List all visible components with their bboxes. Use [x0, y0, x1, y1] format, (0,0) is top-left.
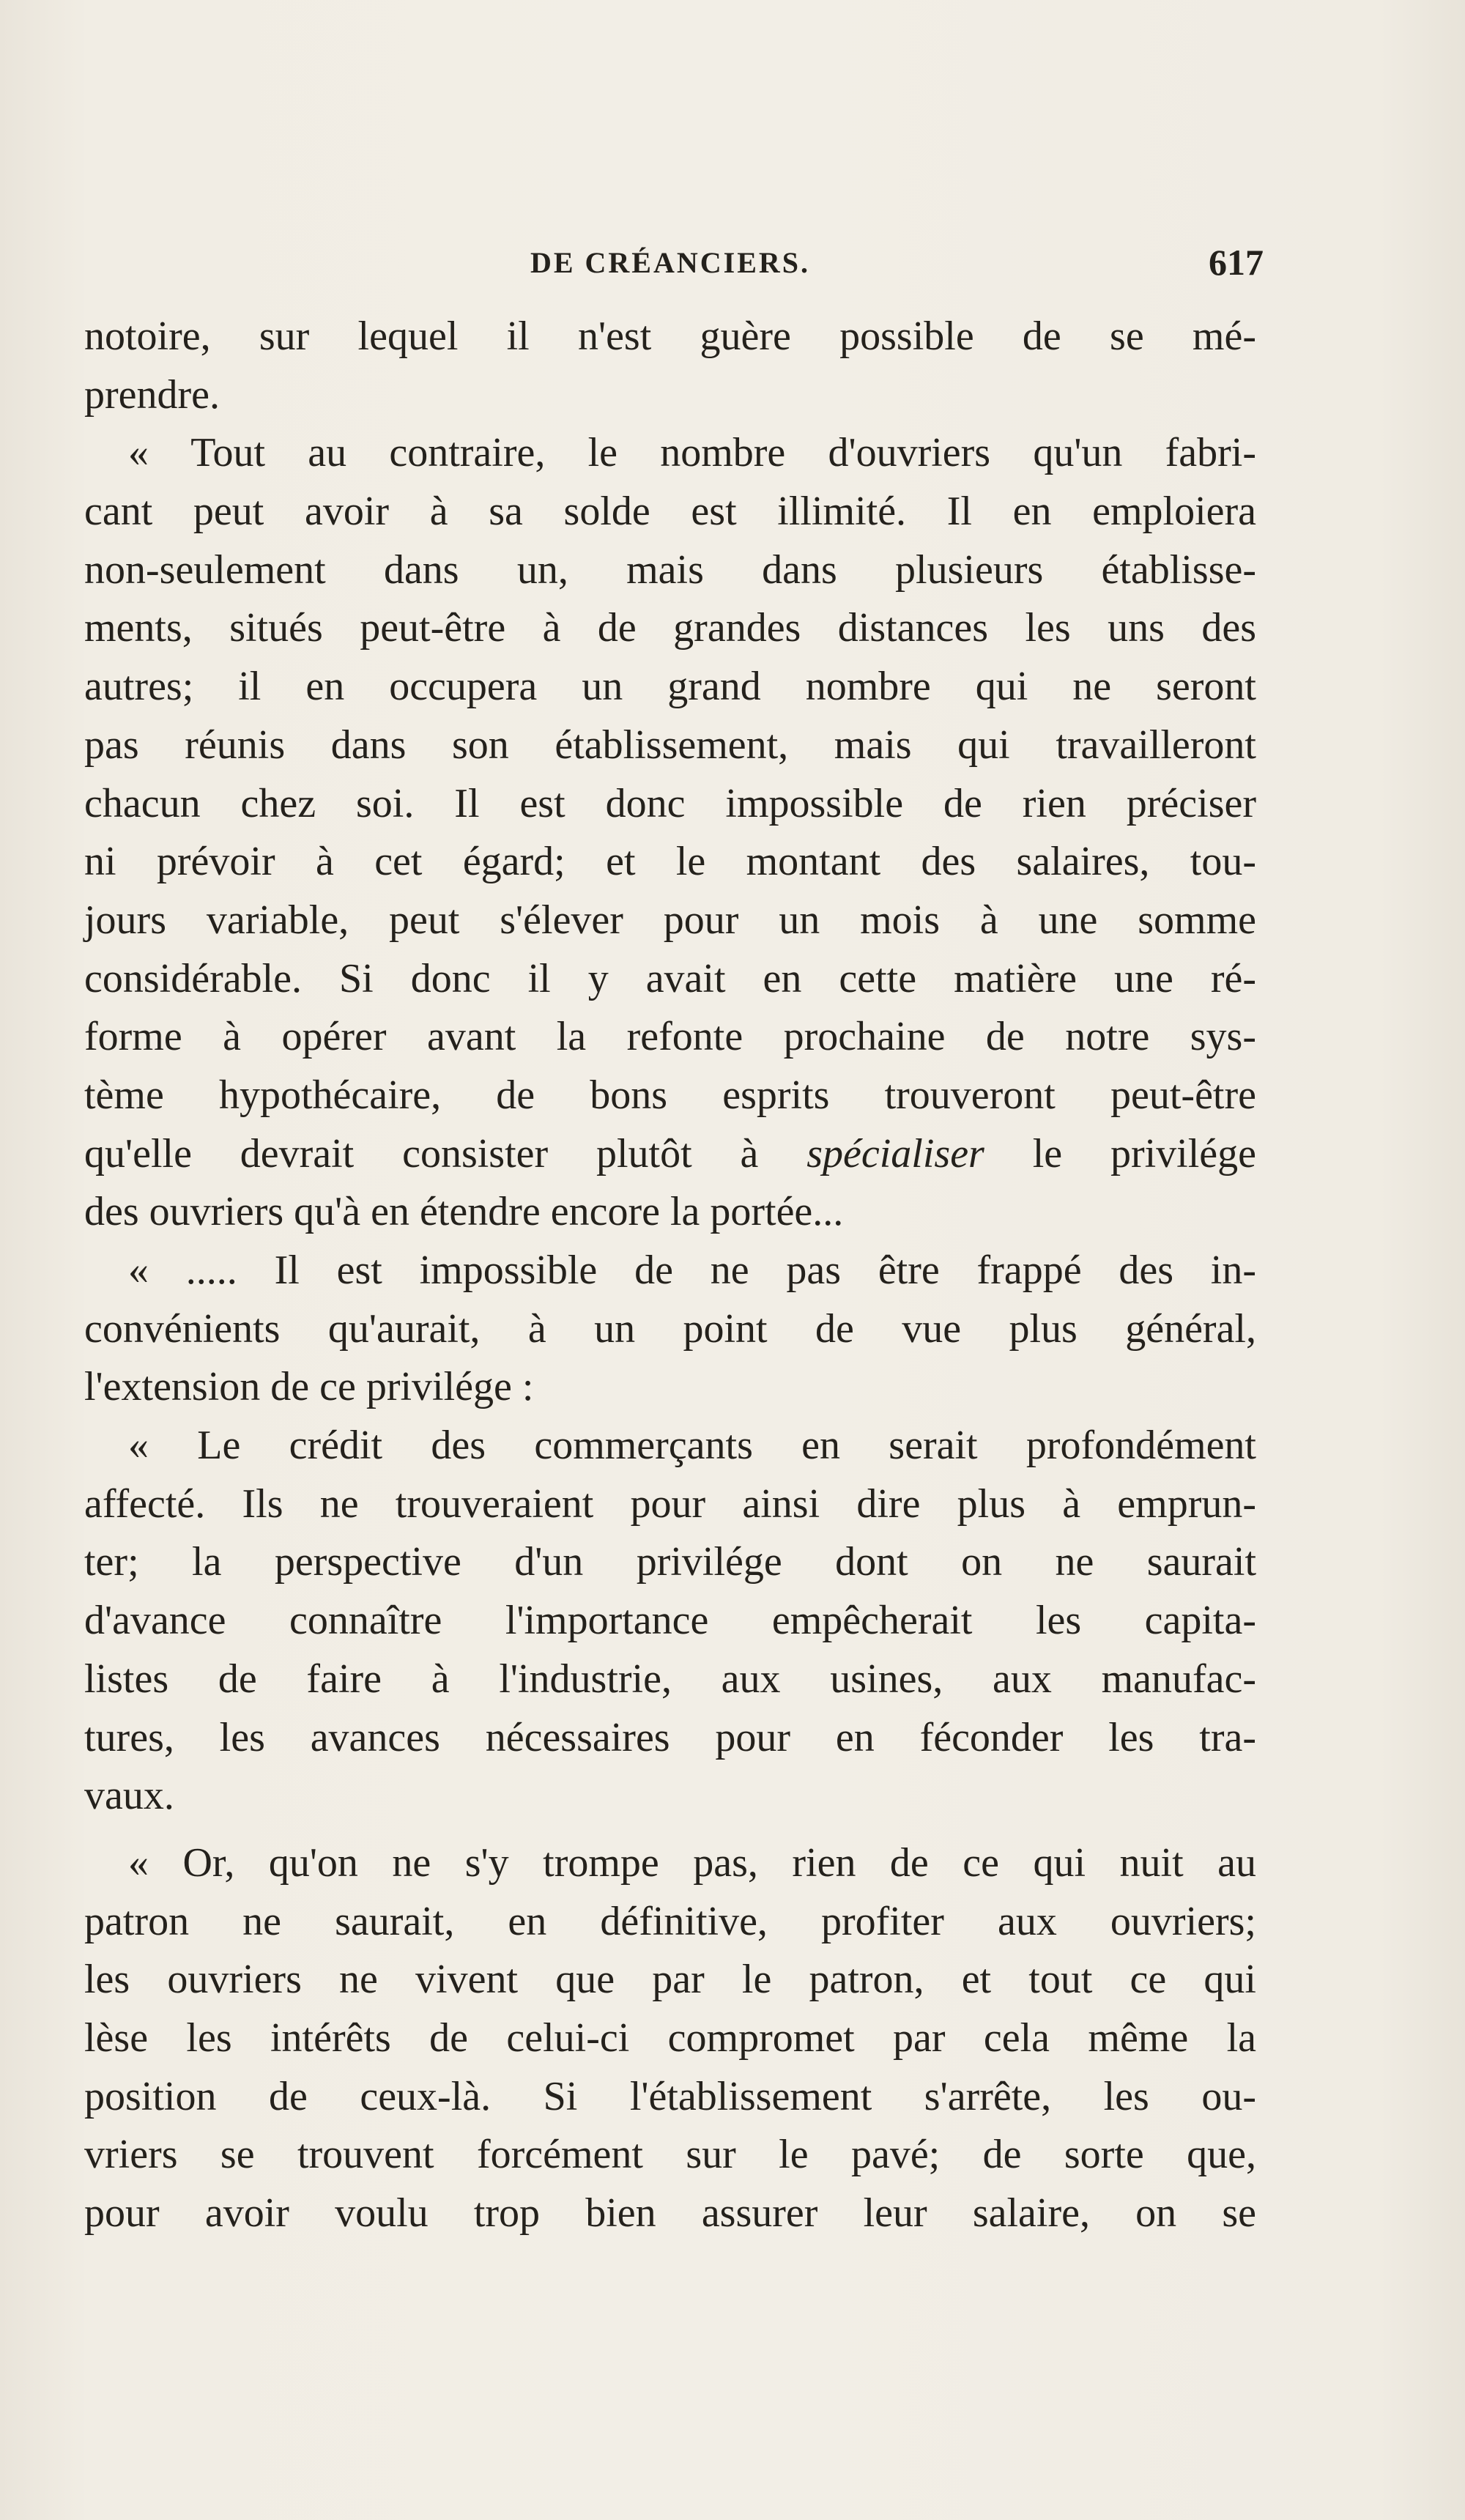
- text-line: convénients qu'aurait, à un point de vue plus général,: [84, 1305, 1256, 1352]
- page-number: 617: [1209, 242, 1264, 283]
- text-line: non-seulement dans un, mais dans plusieurs établisse-: [84, 546, 1256, 593]
- text-line: des ouvriers qu'à en étendre encore la portée...: [84, 1189, 844, 1235]
- running-title: DE CRÉANCIERS.: [530, 246, 811, 279]
- text-line: listes de faire à l'industrie, aux usines, aux manufac-: [84, 1656, 1256, 1702]
- text-line: tème hypothécaire, de bons esprits trouveront peut-être: [84, 1072, 1256, 1118]
- text-line: l'extension de ce privilége :: [84, 1364, 534, 1410]
- text-line: patron ne saurait, en définitive, profiter aux ouvriers;: [84, 1898, 1256, 1944]
- text-line: pas réunis dans son établissement, mais qui travailleront: [84, 722, 1256, 768]
- text-line: autres; il en occupera un grand nombre qui ne seront: [84, 664, 1256, 710]
- text-line-with-emphasis: [84, 1125, 1256, 1184]
- text-line: « Or, qu'on ne s'y trompe pas, rien de ce qui nuit au: [128, 1839, 1256, 1886]
- page-header: [84, 242, 1264, 297]
- text-line: position de ceux-là. Si l'établissement s'arrête, les ou-: [84, 2073, 1256, 2119]
- text-line: ter; la perspective d'un privilége dont on ne saurait: [84, 1539, 1256, 1585]
- text-line: « ..... Il est impossible de ne pas être frappé des in-: [128, 1248, 1256, 1293]
- text-line: « Le crédit des commerçants en serait profondément: [128, 1423, 1256, 1469]
- text-line: cant peut avoir à sa solde est illimité. Il en emploiera: [84, 489, 1256, 535]
- text-line: d'avance connaître l'importance empêcherait les capita-: [84, 1598, 1256, 1644]
- text-line: considérable. Si donc il y avait en cette matière une ré-: [84, 955, 1256, 1001]
- italic-emphasis: spécialiser: [806, 1130, 984, 1176]
- body-text: [84, 308, 1256, 2243]
- text-line: vriers se trouvent forcément sur le pavé; de sorte que,: [84, 2132, 1256, 2178]
- text-run: qu'elle devrait consister plutôt à: [84, 1130, 807, 1176]
- text-line: pour avoir voulu trop bien assurer leur salaire, on se: [84, 2190, 1256, 2236]
- text-line: tures, les avances nécessaires pour en féconder les tra-: [84, 1714, 1256, 1760]
- text-line: affecté. Ils ne trouveraient pour ainsi dire plus à emprun-: [84, 1480, 1256, 1527]
- text-line: prendre.: [84, 371, 220, 418]
- text-line: ments, situés peut-être à de grandes distances les uns des: [84, 605, 1256, 651]
- text-line: forme à opérer avant la refonte prochaine de notre sys-: [84, 1014, 1256, 1060]
- text-line: notoire, sur lequel il n'est guère possible de se mé-: [84, 314, 1256, 359]
- text-line: jours variable, peut s'élever pour un mois à une somme: [84, 897, 1256, 943]
- text-line: « Tout au contraire, le nombre d'ouvriers qu'un fabri-: [128, 430, 1256, 476]
- text-line: vaux.: [84, 1773, 174, 1819]
- text-line: ni prévoir à cet égard; et le montant des salaires, tou-: [84, 839, 1256, 885]
- text-run: le privilége: [984, 1130, 1256, 1176]
- text-line: chacun chez soi. Il est donc impossible de rien préciser: [84, 780, 1256, 826]
- text-line: lèse les intérêts de celui-ci compromet par cela même la: [84, 2015, 1256, 2061]
- text-line: les ouvriers ne vivent que par le patron, et tout ce qui: [84, 1957, 1256, 2003]
